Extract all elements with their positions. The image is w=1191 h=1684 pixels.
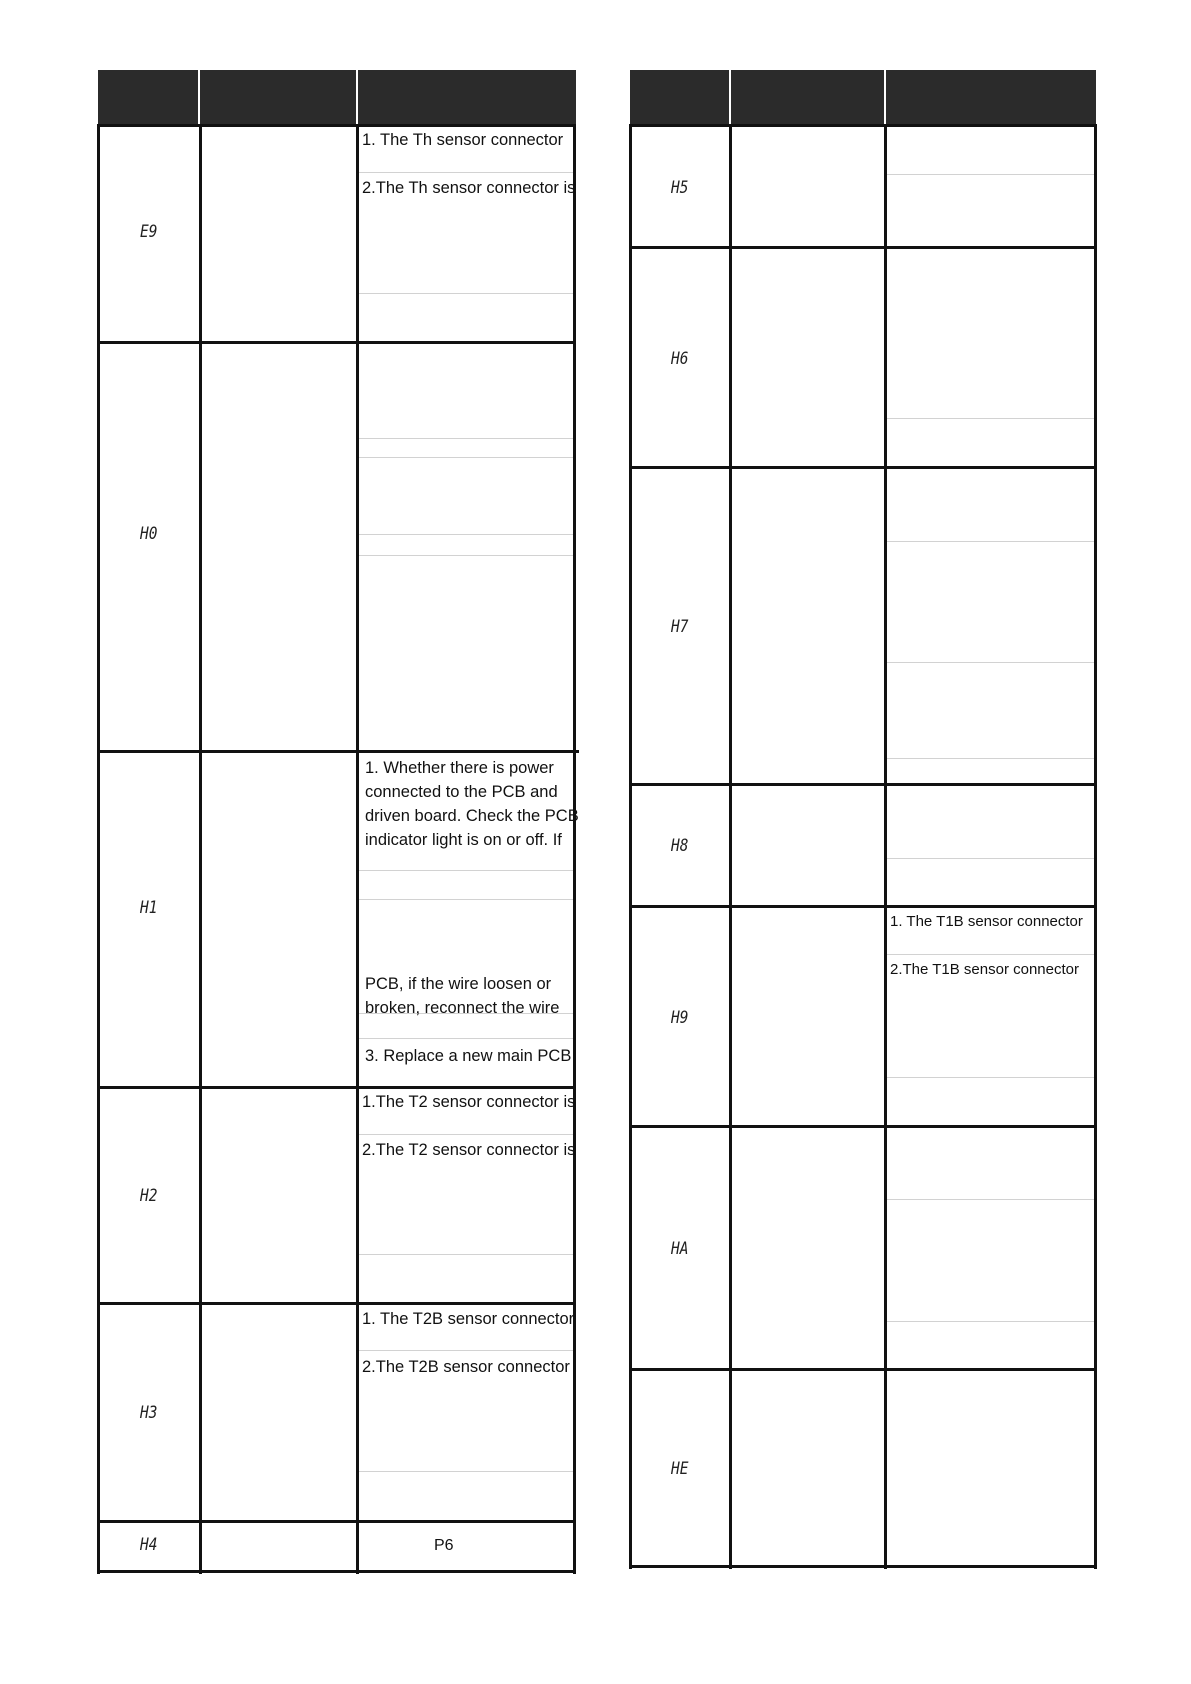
- cause-text: PCB, if the wire loosen or: [365, 975, 552, 993]
- error-code: H6: [671, 349, 689, 369]
- error-code: H2: [140, 1186, 158, 1206]
- row-border: [629, 1125, 1097, 1128]
- cause-text: broken, reconnect the wire: [365, 999, 560, 1017]
- cell-separator: [359, 1471, 573, 1472]
- error-code: H3: [140, 1403, 158, 1423]
- row-border: [629, 1565, 1097, 1568]
- cell-separator: [887, 662, 1094, 663]
- cell-separator: [887, 858, 1094, 859]
- cell-separator: [359, 457, 573, 458]
- cause-text: 3. Replace a new main PCB: [365, 1047, 572, 1065]
- cell-separator: [359, 1350, 573, 1351]
- error-code: HA: [671, 1239, 689, 1259]
- cell-separator: [887, 1321, 1094, 1322]
- cell-separator: [359, 172, 573, 173]
- error-code: H8: [671, 836, 689, 856]
- cause-text: 1. The T1B sensor connector: [890, 913, 1083, 930]
- header-divider: [198, 70, 200, 126]
- cell-separator: [887, 541, 1094, 542]
- cell-separator: [359, 870, 573, 871]
- header-divider: [729, 70, 731, 126]
- error-code: H5: [671, 178, 689, 198]
- row-border: [97, 1086, 576, 1089]
- header-divider: [356, 70, 358, 126]
- row-border: [97, 1570, 576, 1573]
- table-border: [729, 126, 732, 1569]
- cell-separator: [359, 1134, 573, 1135]
- cell-separator: [359, 438, 573, 439]
- cause-text: 2.The T2 sensor connector is: [362, 1141, 576, 1159]
- table-border: [1094, 126, 1097, 1569]
- error-code: H7: [671, 617, 689, 637]
- cause-text: connected to the PCB and: [365, 783, 558, 801]
- cell-separator: [359, 555, 573, 556]
- cause-text: 2.The T1B sensor connector: [890, 961, 1079, 978]
- cell-separator: [887, 418, 1094, 419]
- table-border: [884, 126, 887, 1569]
- error-code: H0: [140, 524, 158, 544]
- cell-separator: [359, 1254, 573, 1255]
- error-code: H9: [671, 1008, 689, 1028]
- page-number: P6: [434, 1537, 454, 1554]
- row-border: [629, 124, 1097, 127]
- cell-separator: [887, 174, 1094, 175]
- cell-separator: [887, 758, 1094, 759]
- error-code: E9: [140, 222, 158, 242]
- row-border: [629, 246, 1097, 249]
- cause-text: 2.The Th sensor connector is: [362, 179, 576, 197]
- table-border: [629, 126, 632, 1569]
- right-table-header: [630, 70, 1096, 126]
- cause-text: 1.The T2 sensor connector is: [362, 1093, 576, 1111]
- row-border: [97, 1520, 576, 1523]
- cause-text: 1. Whether there is power: [365, 759, 554, 777]
- cell-separator: [359, 899, 573, 900]
- cause-text: indicator light is on or off. If: [365, 831, 562, 849]
- cause-text: 1. The T2B sensor connector: [362, 1310, 575, 1328]
- cell-separator: [887, 954, 1094, 955]
- cell-separator: [887, 1077, 1094, 1078]
- error-code: HE: [671, 1459, 689, 1479]
- header-divider: [884, 70, 886, 126]
- cell-separator: [887, 1199, 1094, 1200]
- cell-separator: [359, 293, 573, 294]
- cause-text: driven board. Check the PCB: [365, 807, 579, 825]
- error-code: H4: [140, 1535, 158, 1555]
- row-border: [629, 1368, 1097, 1371]
- row-border: [97, 1302, 576, 1305]
- row-border: [629, 783, 1097, 786]
- row-border: [629, 466, 1097, 469]
- cause-text: 2.The T2B sensor connector: [362, 1358, 570, 1376]
- cause-text: 1. The Th sensor connector: [362, 131, 564, 149]
- row-border: [100, 750, 579, 753]
- error-code: H1: [140, 898, 158, 918]
- row-border: [97, 341, 576, 344]
- row-border: [629, 905, 1097, 908]
- row-border: [97, 124, 576, 127]
- cell-separator: [359, 1038, 573, 1039]
- cell-separator: [359, 534, 573, 535]
- left-table-header: [98, 70, 576, 126]
